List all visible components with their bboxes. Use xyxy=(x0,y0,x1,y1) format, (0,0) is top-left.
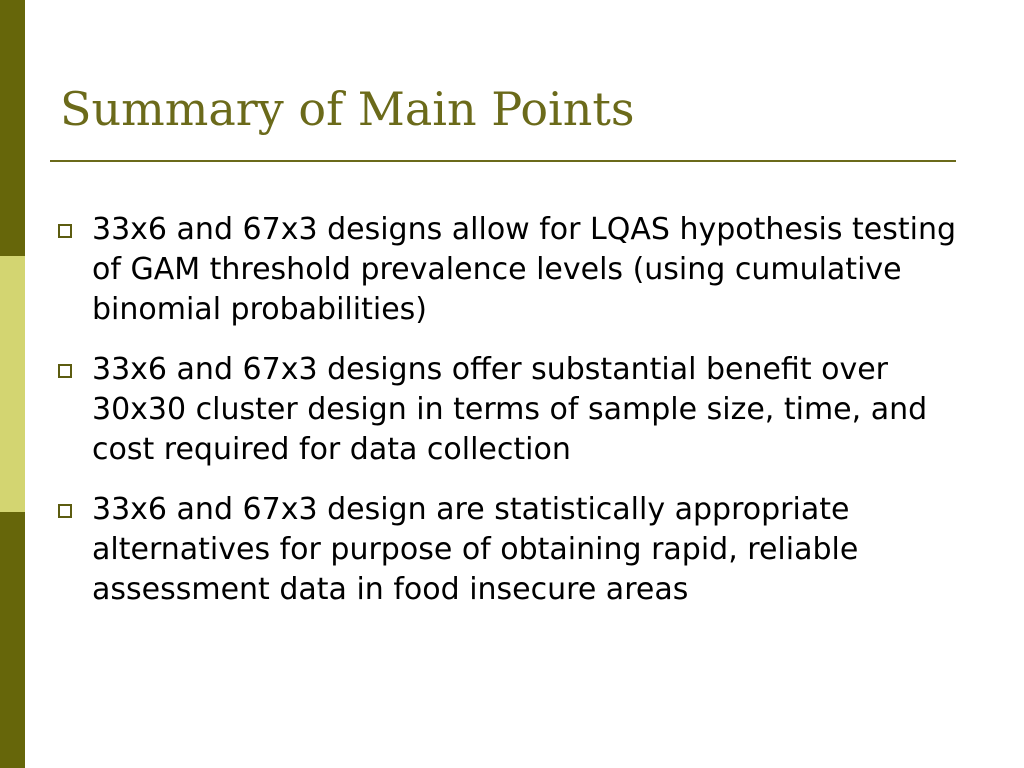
hollow-square-bullet-icon xyxy=(58,224,72,238)
hollow-square-bullet-icon xyxy=(58,504,72,518)
bullet-text: 33x6 and 67x3 designs allow for LQAS hypothesis testing of GAM threshold prevalence levels (using cumulative binomial probabilities) xyxy=(92,212,956,327)
bullet-item xyxy=(56,490,956,610)
bullet-item xyxy=(56,210,956,330)
side-bar-middle xyxy=(0,256,25,512)
hollow-square-bullet-icon xyxy=(58,364,72,378)
bullet-text: 33x6 and 67x3 design are statistically appropriate alternatives for purpose of obtaining rapid, reliable assessment data in food insecure areas xyxy=(92,492,859,607)
side-bar-top xyxy=(0,0,25,256)
bullet-list xyxy=(56,210,956,630)
bullet-text: 33x6 and 67x3 designs offer substantial benefit over 30x30 cluster design in terms of sample size, time, and cost required for data collection xyxy=(92,352,928,467)
title-underline xyxy=(50,160,956,162)
side-bar-bottom xyxy=(0,512,25,768)
bullet-item xyxy=(56,350,956,470)
slide-title: Summary of Main Points xyxy=(60,82,635,136)
